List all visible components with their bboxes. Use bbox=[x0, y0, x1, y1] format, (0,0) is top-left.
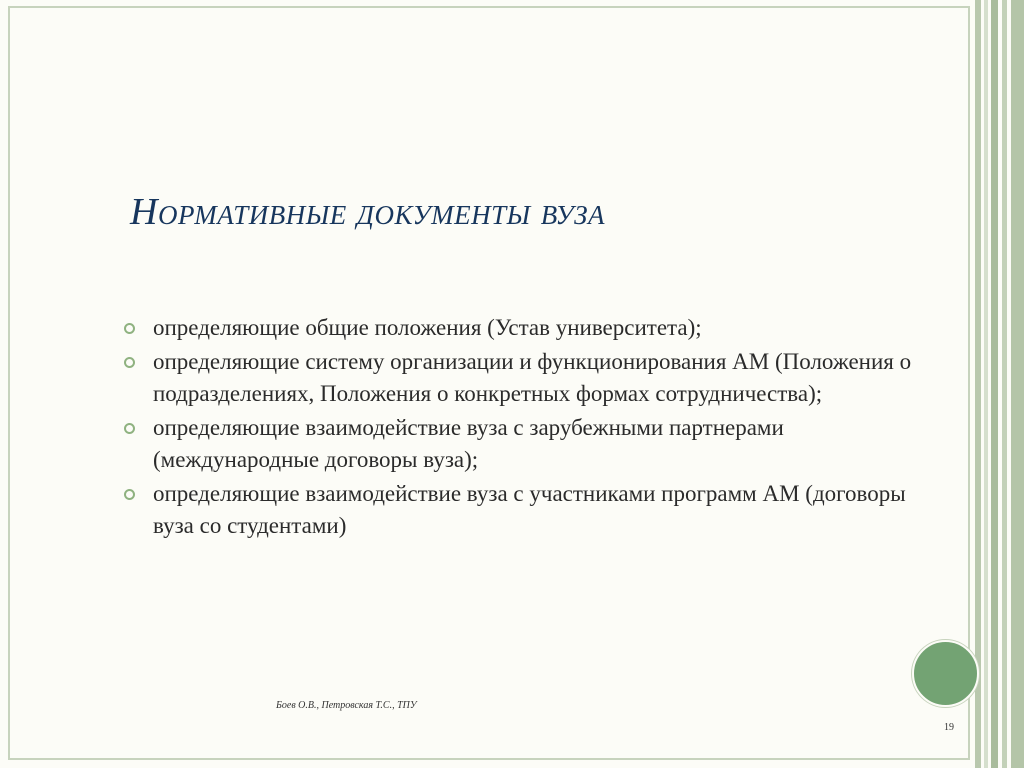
bullet-item bbox=[124, 346, 934, 410]
bullet-text: определяющие взаимодействие вуза с зарубежными партнерами (международные договоры вуза); bbox=[153, 415, 784, 472]
decor-circle-icon bbox=[912, 640, 979, 707]
bullet-text: определяющие взаимодействие вуза с участниками программ АМ (договоры вуза со студентами) bbox=[153, 481, 906, 538]
decor-stripe bbox=[991, 0, 998, 768]
decor-stripe bbox=[1002, 0, 1007, 768]
bullet-circle-icon bbox=[124, 489, 135, 500]
page-number: 19 bbox=[944, 722, 954, 733]
bullet-item bbox=[124, 412, 934, 476]
bullet-circle-icon bbox=[124, 323, 135, 334]
bullet-item bbox=[124, 312, 934, 344]
bullet-circle-icon bbox=[124, 357, 135, 368]
bullet-circle-icon bbox=[124, 423, 135, 434]
decor-stripe bbox=[984, 0, 988, 768]
bullet-list bbox=[124, 312, 934, 544]
bullet-item bbox=[124, 478, 934, 542]
decor-stripe bbox=[1011, 0, 1024, 768]
decor-stripe bbox=[975, 0, 981, 768]
bullet-text: определяющие систему организации и функционирования АМ (Положения о подразделениях, Положения о конкретных формах сотрудничества); bbox=[153, 349, 912, 406]
footer-authors: Боев О.В., Петровская Т.С., ТПУ bbox=[276, 700, 417, 711]
slide-title: Нормативные документы вуза bbox=[130, 191, 605, 233]
bullet-text: определяющие общие положения (Устав университета); bbox=[153, 315, 702, 340]
